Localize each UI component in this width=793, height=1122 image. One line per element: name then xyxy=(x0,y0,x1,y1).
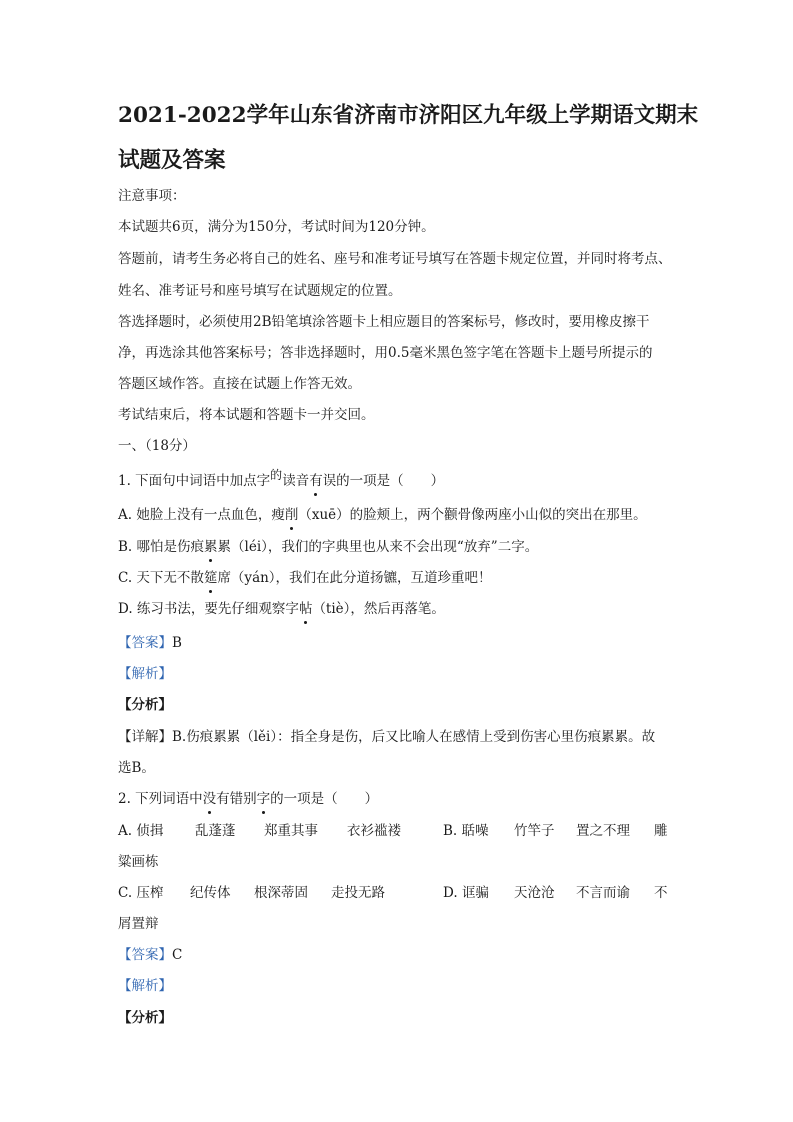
note-3-line3: 答题区域作答。直接在试题上作答无效。 xyxy=(118,376,361,392)
q2-stem-part3: 的一项是（ ） xyxy=(270,791,379,807)
note-1: 本试题共6页，满分为150分，考试时间为120分钟。 xyxy=(118,219,435,235)
q1-stem-dotted-char: 有 xyxy=(309,473,323,489)
q1-option-c-rest: 席（yán），我们在此分道扬镳，互道珍重吧！ xyxy=(217,570,492,586)
q1-stem xyxy=(118,468,445,491)
q1-option-d-rest: （tiè），然后再落笔。 xyxy=(312,601,445,617)
q2-answer-tag: 【答案】 xyxy=(118,947,172,963)
q1-option-a-dotted-char: 削 xyxy=(284,507,299,523)
q1-option-a-rest: （xuē）的脸颊上，两个颧骨像两座小山似的突出在那里。 xyxy=(298,507,647,523)
q2-option-b-word2: 竹竿子 xyxy=(514,823,555,839)
q2-stem xyxy=(118,789,378,809)
q2-option-d-word1: D. 诓骗 xyxy=(443,885,489,901)
q2-option-a-word2: 乱蓬蓬 xyxy=(195,823,236,839)
q2-option-b-word1: B. 聒噪 xyxy=(443,823,489,839)
q1-option-b-char: 累 xyxy=(217,539,232,555)
q1-stem-part1: 1. 下面句中词语中加点字 xyxy=(118,473,271,489)
document-title-line1: 2021-2022学年山东省济南市济阳区九年级上学期语文期末 xyxy=(118,103,699,128)
q2-stem-dotted-char-2: 字 xyxy=(256,791,271,807)
q1-jiexi-tag: 【解析】 xyxy=(118,666,172,682)
q1-option-b-text: B. 哪怕是伤痕 xyxy=(118,539,205,555)
q2-answer-value: C xyxy=(172,947,183,963)
note-2-line2: 姓名、准考证号和座号填写在试题规定的位置。 xyxy=(118,283,402,299)
q2-option-d-word3: 不言而谕 xyxy=(576,885,630,901)
q1-option-a-text: A. 她脸上没有一点血色，瘦 xyxy=(118,507,285,523)
q2-option-a-word4: 衣衫褴褛 xyxy=(347,823,401,839)
q2-option-c-word3: 根深蒂固 xyxy=(254,885,308,901)
q1-option-d-dotted-char: 帖 xyxy=(298,601,313,617)
q1-option-b-dotted-char: 累 xyxy=(204,539,218,555)
q2-option-a-word1: A. 侦揖 xyxy=(118,823,164,839)
q2-fenxi-tag: 【分析】 xyxy=(118,1010,172,1026)
q1-option-c-text: C. 天下无不散 xyxy=(118,570,204,586)
q2-option-a-word3: 郑重其事 xyxy=(264,823,318,839)
q1-option-c-dotted-char: 筵 xyxy=(203,570,218,586)
q1-detail-line2: 选B。 xyxy=(118,760,155,776)
q2-option-c-word1: C. 压榨 xyxy=(118,885,164,901)
q1-stem-superscript: 的 xyxy=(270,468,283,482)
q1-stem-part3: 误的一项是（ ） xyxy=(322,473,445,489)
q1-stem-part2: 读音 xyxy=(282,473,310,489)
q2-option-b-word4-start: 雕 xyxy=(654,823,668,839)
q2-stem-dotted-char-1: 没 xyxy=(202,791,217,807)
q2-option-c-word2: 纪传体 xyxy=(190,885,231,901)
q2-stem-part1: 2. 下列词语中 xyxy=(118,791,203,807)
section-1-heading: 一、（18分） xyxy=(118,438,196,454)
note-4: 考试结束后，将本试题和答题卡一并交回。 xyxy=(118,407,375,423)
q2-option-d-word4-start: 不 xyxy=(654,885,668,901)
q1-answer-tag: 【答案】 xyxy=(118,635,172,651)
q1-answer xyxy=(118,633,182,653)
q2-option-b-word3: 置之不理 xyxy=(576,823,630,839)
note-2-line1: 答题前，请考生务必将自己的姓名、座号和准考证号填写在答题卡规定位置，并同时将考点、 xyxy=(118,251,672,267)
q1-option-d xyxy=(118,599,445,619)
q1-option-b xyxy=(118,537,538,557)
q1-detail-line1: 【详解】B.伤痕累累（lěi）：指全身是伤，后又比喻人在感情上受到伤害心里伤痕累累。故 xyxy=(118,729,656,745)
note-3-line1: 答选择题时，必须使用2B铅笔填涂答题卡上相应题目的答案标号，修改时，要用橡皮擦干 xyxy=(118,314,650,330)
note-3-line2: 净，再选涂其他答案标号；答非选择题时，用0.5毫米黑色签字笔在答题卡上题号所提示的 xyxy=(118,345,653,361)
q2-stem-part2: 有错别 xyxy=(216,791,257,807)
q2-option-d-cont: 屑置辩 xyxy=(118,916,159,932)
q1-option-c xyxy=(118,568,492,588)
q2-answer xyxy=(118,945,182,965)
q2-option-d-word2: 天沧沧 xyxy=(514,885,555,901)
q2-jiexi-tag: 【解析】 xyxy=(118,978,172,994)
document-title-line2: 试题及答案 xyxy=(118,148,226,173)
q1-option-b-rest: （léi），我们的字典里也从来不会出现“放弃”二字。 xyxy=(231,539,539,555)
q1-answer-value: B xyxy=(172,635,182,651)
q1-fenxi-tag: 【分析】 xyxy=(118,697,172,713)
notes-heading: 注意事项： xyxy=(118,188,186,204)
q2-option-c-word4: 走投无路 xyxy=(331,885,385,901)
q2-option-b-cont: 粱画栋 xyxy=(118,854,159,870)
q1-option-d-text: D. 练习书法，要先仔细观察字 xyxy=(118,601,299,617)
q1-option-a xyxy=(118,505,647,525)
